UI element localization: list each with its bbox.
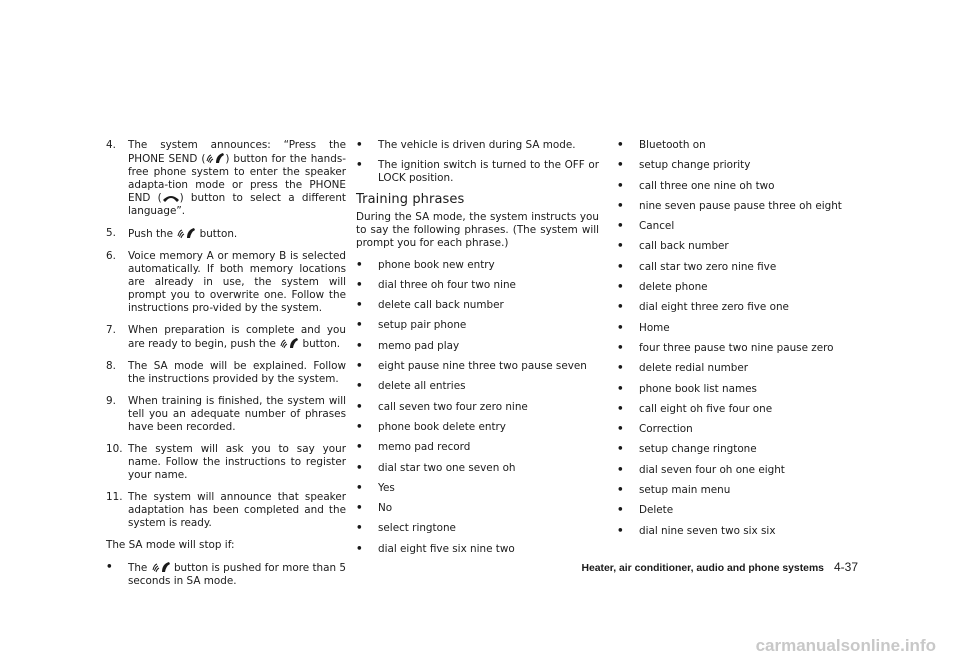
list-item — [356, 360, 599, 373]
bullet-icon: • — [356, 502, 363, 515]
step-10 — [106, 443, 346, 482]
list-item-text: call seven two four zero nine — [378, 400, 528, 413]
step-text: The system will announce that speaker adaptation has been completed and the system is ready. — [128, 491, 346, 529]
step-number: 5. — [106, 227, 116, 239]
list-item — [617, 261, 857, 274]
page-footer — [528, 560, 858, 574]
step-4 — [106, 139, 346, 218]
bullet-icon: • — [617, 179, 624, 192]
list-item-text: dial star two one seven oh — [378, 461, 516, 474]
list-item-text: select ringtone — [378, 522, 456, 535]
list-item — [106, 561, 346, 588]
bullet-icon: • — [617, 139, 624, 151]
step-number: 8. — [106, 360, 116, 372]
step-11 — [106, 491, 346, 530]
list-item-text: delete all entries — [378, 380, 466, 393]
column-2 — [356, 139, 599, 563]
stop-intro: The SA mode will stop if: — [106, 539, 235, 551]
bullet-icon: • — [356, 441, 363, 454]
list-item — [617, 443, 857, 456]
step-9 — [106, 395, 346, 434]
list-item — [617, 281, 857, 294]
watermark: carmanualsonline.info — [755, 636, 936, 655]
bullet-icon: • — [356, 542, 363, 555]
bullet-icon: • — [617, 423, 624, 436]
bullet-icon: • — [356, 400, 363, 413]
list-item — [617, 504, 857, 517]
list-item — [617, 403, 857, 416]
list-item-text: call back number — [639, 240, 729, 253]
bullet-icon: • — [356, 139, 363, 151]
list-item — [356, 139, 599, 152]
bullet-icon: • — [617, 199, 624, 212]
bullet-icon: • — [617, 504, 624, 517]
step-text: The system announces: “Press the PHONE SEND ( ) button for the hands-free phone system to enter the speaker adapta-tion mode or press the PHONE END ( ) button to select a different language”. — [128, 139, 346, 217]
list-item — [617, 180, 857, 193]
list-item-text: dial three oh four two nine — [378, 278, 516, 291]
list-item — [356, 421, 599, 434]
list-item-text: phone book list names — [639, 382, 757, 395]
step-5 — [106, 227, 346, 241]
list-item-text: delete phone — [639, 281, 708, 294]
list-item-text: Cancel — [639, 220, 675, 233]
bullet-icon: • — [356, 159, 363, 172]
bullet-icon: • — [356, 380, 363, 393]
list-item-text: call star two zero nine five — [639, 260, 777, 273]
step-number: 7. — [106, 324, 116, 336]
phone-end-icon — [162, 193, 180, 203]
step-text: The SA mode will be explained. Follow the instructions provided by the system. — [128, 360, 346, 385]
list-item — [617, 301, 857, 314]
bullet-icon: • — [617, 281, 624, 294]
list-item-text: call eight oh five four one — [639, 402, 773, 415]
bullet-icon: • — [617, 382, 624, 395]
list-item — [617, 240, 857, 253]
list-item-text: memo pad record — [378, 441, 471, 454]
bullet-icon: • — [617, 524, 624, 537]
bullet-icon: • — [617, 321, 624, 334]
list-item — [617, 159, 857, 172]
bullet-icon: • — [617, 362, 624, 375]
bullet-icon: • — [617, 402, 624, 415]
list-item — [617, 342, 857, 355]
list-item-text: four three pause two nine pause zero — [639, 341, 834, 354]
step-text: When preparation is complete and you are ready to begin, push the button. — [128, 324, 346, 350]
list-item — [356, 502, 599, 515]
phone-send-icon — [205, 152, 225, 164]
step-8 — [106, 360, 346, 386]
list-item-text: setup main menu — [639, 484, 731, 497]
bullet-icon: • — [617, 484, 624, 497]
list-item-text: phone book new entry — [378, 258, 495, 271]
list-item — [617, 200, 857, 213]
footer-section-title: Heater, air conditioner, audio and phone systems — [581, 563, 824, 574]
list-item-text: Correction — [639, 423, 693, 436]
step-7 — [106, 324, 346, 351]
list-item — [356, 441, 599, 454]
bullet-icon: • — [356, 299, 363, 312]
list-item-text: dial seven four oh one eight — [639, 463, 785, 476]
list-item-text: Bluetooth on — [639, 139, 706, 151]
step-text: Push the button. — [128, 228, 238, 240]
bullet-icon: • — [617, 463, 624, 476]
list-item-text: The vehicle is driven during SA mode. — [378, 139, 576, 151]
step-number: 4. — [106, 139, 116, 151]
list-item-text: No — [378, 502, 393, 515]
list-item-text: memo pad play — [378, 339, 460, 352]
list-item-text: The button is pushed for more than 5 seconds in SA mode. — [128, 562, 346, 587]
list-item-text: setup change ringtone — [639, 443, 757, 456]
step-text: Voice memory A or memory B is selected automatically. If both memory locations are already in use, the system will prompt you to overwrite one. Follow the instructions pro-vided by the system. — [128, 250, 346, 314]
step-text: When training is finished, the system will tell you an adequate number of phrases have been recorded. — [128, 395, 346, 433]
phrase-list — [356, 259, 599, 556]
bullet-icon: • — [617, 220, 624, 233]
list-item-text: eight pause nine three two pause seven — [378, 360, 587, 373]
list-item-text: setup change priority — [639, 159, 751, 172]
bullet-icon: • — [356, 522, 363, 535]
list-item — [356, 482, 599, 495]
column-3 — [617, 139, 857, 545]
bullet-icon: • — [617, 301, 624, 314]
step-number: 10. — [106, 443, 123, 455]
list-item — [356, 401, 599, 414]
list-item — [617, 362, 857, 375]
step-6 — [106, 250, 346, 315]
bullet-icon: • — [356, 278, 363, 291]
list-item — [617, 383, 857, 396]
bullet-icon: • — [356, 319, 363, 332]
step-number: 9. — [106, 395, 116, 407]
list-item — [617, 484, 857, 497]
list-item — [356, 319, 599, 332]
bullet-icon: • — [356, 258, 363, 271]
list-item — [356, 380, 599, 393]
bullet-icon: • — [356, 461, 363, 474]
list-item — [617, 423, 857, 436]
list-item — [356, 259, 599, 272]
list-item-text: dial nine seven two six six — [639, 524, 776, 537]
bullet-icon: • — [617, 159, 624, 172]
list-item — [617, 322, 857, 335]
list-item — [356, 299, 599, 312]
step-number: 11. — [106, 491, 123, 503]
list-item-text: delete call back number — [378, 299, 504, 312]
phone-send-icon — [176, 227, 196, 239]
phone-send-icon — [279, 337, 299, 349]
bullet-icon: • — [617, 240, 624, 253]
list-item — [617, 220, 857, 233]
list-item — [356, 522, 599, 535]
bullet-icon: • — [617, 341, 624, 354]
list-item-text: Yes — [378, 481, 395, 494]
bullet-icon: • — [356, 339, 363, 352]
section-heading: Training phrases — [356, 191, 465, 207]
step-number: 6. — [106, 250, 116, 262]
page-number: 4-37 — [833, 560, 858, 574]
list-item — [617, 139, 857, 152]
list-item-text: phone book delete entry — [378, 420, 506, 433]
list-item — [617, 464, 857, 477]
bullet-icon: • — [356, 481, 363, 494]
phrase-list — [617, 139, 857, 538]
list-item-text: Home — [639, 321, 670, 334]
list-item-text: Delete — [639, 504, 674, 517]
list-item — [356, 159, 599, 185]
list-item-text: call three one nine oh two — [639, 179, 775, 192]
phone-send-icon — [151, 561, 171, 573]
bullet-icon: • — [356, 420, 363, 433]
list-item-text: delete redial number — [639, 362, 749, 375]
bullet-icon: • — [106, 561, 113, 573]
bullet-icon: • — [356, 360, 363, 373]
list-item-text: setup pair phone — [378, 319, 467, 332]
bullet-icon: • — [617, 443, 624, 456]
list-item — [356, 340, 599, 353]
list-item — [617, 525, 857, 538]
step-text: The system will ask you to say your name. Follow the instructions to register your name. — [128, 443, 346, 481]
list-item — [356, 462, 599, 475]
list-item-text: nine seven pause pause three oh eight — [639, 199, 842, 212]
list-item — [356, 543, 599, 556]
list-item-text: The ignition switch is turned to the OFF or LOCK position. — [378, 159, 599, 185]
column-1 — [106, 139, 346, 595]
list-item-text: dial eight three zero five one — [639, 301, 789, 314]
list-item — [356, 279, 599, 292]
list-item-text: dial eight five six nine two — [378, 542, 515, 555]
bullet-icon: • — [617, 260, 624, 273]
section-intro: During the SA mode, the system instructs you to say the following phrases. (The system will prompt you for each phrase.) — [356, 210, 599, 249]
